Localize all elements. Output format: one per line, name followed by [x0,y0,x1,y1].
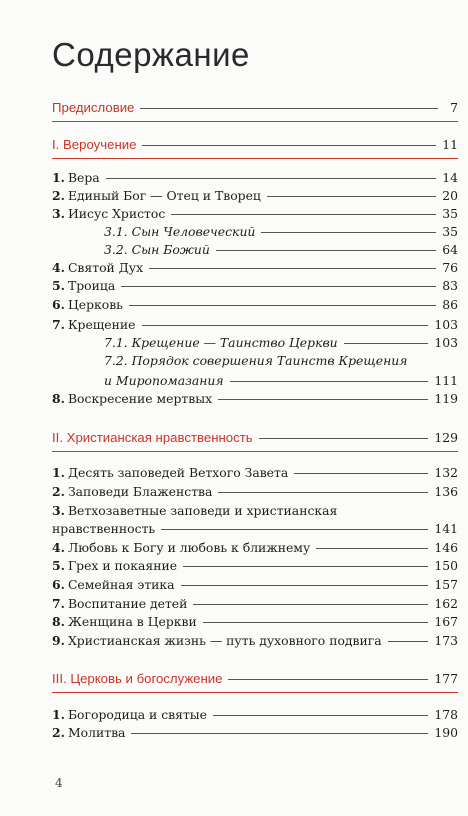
entry-title: Грех и покаяние [67,558,178,573]
page-number: 35 [442,224,458,239]
toc-entry[interactable] [52,169,458,187]
leader-line [218,399,428,400]
entry-title: Христианская жизнь — путь духовного подвига [67,633,382,648]
entry-number: 1. [52,465,65,480]
page-number: 167 [434,614,458,629]
page-number: 86 [442,297,458,312]
leader-line [183,566,428,567]
leader-line [106,178,437,179]
leader-line [261,232,436,233]
leader-line [218,492,428,493]
page-number: 103 [434,335,458,350]
toc-subentry[interactable] [104,334,458,352]
section-divider [52,692,458,693]
entry-title: Десять заповедей Ветхого Завета [67,465,289,480]
toc-subentry[interactable] [104,223,458,241]
page-number: 173 [434,633,458,648]
entry-title: Святой Дух [67,260,144,275]
toc-entry[interactable] [52,539,458,557]
section-label: Предисловие [52,100,135,115]
toc-entry[interactable] [52,316,458,334]
leader-line [228,679,428,680]
entry-title: Воспитание детей [67,596,188,611]
entry-title: Единый Бог — Отец и Творец [67,188,261,203]
page-number: 136 [434,484,458,499]
page-number: 162 [434,596,458,611]
entry-title: нравственность [52,521,156,536]
toc-section-1[interactable] [52,136,458,154]
entry-title: Заповеди Блаженства [67,484,213,499]
page-number: 7 [450,100,458,115]
leader-line [216,250,436,251]
leader-line [140,108,438,109]
toc-entry[interactable] [52,205,458,223]
entry-title: Любовь к Богу и любовь к ближнему [67,540,311,555]
entry-number: 2. [52,188,65,203]
toc-entry[interactable] [52,576,458,594]
entry-number: 2. [52,725,65,740]
entry-title: 3.2. Сын Божий [104,242,210,257]
leader-line [131,733,428,734]
entry-number: 2. [52,484,65,499]
leader-line [142,145,436,146]
page-number: 150 [434,558,458,573]
entry-number: 8. [52,614,65,629]
entry-title: Вера [67,170,100,185]
page-number: 11 [442,137,458,152]
entry-number: 5. [52,278,65,293]
page-number: 20 [442,188,458,203]
toc-entry[interactable] [52,557,458,575]
section-divider [52,121,458,122]
entry-title: Богородица и святые [67,707,208,722]
page-number: 35 [442,206,458,221]
entry-title: Женщина в Церкви [67,614,197,629]
leader-line [142,325,429,326]
entry-title: 7.1. Крещение — Таинство Церкви [104,335,338,350]
section-divider [52,451,458,452]
toc-entry[interactable] [52,724,458,742]
entry-title: Троица [67,278,116,293]
entry-number: 6. [52,577,65,592]
leader-line [267,196,436,197]
toc-entry-preface[interactable] [52,99,458,117]
section-label: II. Христианская нравственность [52,430,253,445]
toc-section-3[interactable] [52,670,458,688]
toc-entry[interactable] [52,483,458,501]
leader-line [181,585,429,586]
leader-line [259,438,429,439]
toc-entry[interactable] [52,296,458,314]
page-number: 132 [434,465,458,480]
entry-number: 7. [52,596,65,611]
toc-section-2[interactable] [52,429,458,447]
toc-entry-line[interactable] [52,502,337,520]
entry-title: Церковь [67,297,123,312]
page-number: 129 [434,430,458,445]
toc-entry[interactable] [52,595,458,613]
leader-line [213,715,428,716]
toc-subentry[interactable] [104,372,458,390]
leader-line [161,529,428,530]
entry-title: Молитва [67,725,126,740]
entry-number: 3. [52,206,65,221]
leader-line [129,305,436,306]
entry-number: 7. [52,317,65,332]
leader-line [294,473,428,474]
toc-entry[interactable] [52,706,458,724]
section-label: I. Вероучение [52,137,137,152]
entry-title: Семейная этика [67,577,175,592]
leader-line [203,622,429,623]
page-number: 64 [442,242,458,257]
page-title: Содержание [52,36,250,73]
entry-number: 8. [52,391,65,406]
page-number: 141 [434,521,458,536]
page-number: 119 [434,391,458,406]
entry-title: 3.1. Сын Человеческий [104,224,256,239]
entry-number: 1. [52,707,65,722]
toc-entry[interactable] [52,187,458,205]
toc-entry[interactable] [52,390,458,408]
entry-number: 4. [52,260,65,275]
entry-number: 1. [52,170,65,185]
toc-subentry-line[interactable]: 7.2. Порядок совершения Таинств Крещения [104,353,408,368]
page-number: 103 [434,317,458,332]
page-number: 157 [434,577,458,592]
toc-entry[interactable] [52,632,458,650]
toc-entry[interactable] [52,613,458,631]
entry-number: 6. [52,297,65,312]
entry-number: 5. [52,558,65,573]
page-number: 76 [442,260,458,275]
entry-title: Иисус Христос [67,206,166,221]
leader-line [121,286,436,287]
page-number: 83 [442,278,458,293]
leader-line [171,214,436,215]
section-label: III. Церковь и богослужение [52,671,223,686]
page-number: 178 [434,707,458,722]
toc-entry[interactable] [52,520,458,538]
entry-title: и Миропомазания [104,373,224,388]
leader-line [344,343,429,344]
entry-title: Воскресение мертвых [67,391,213,406]
entry-number: 3. [52,503,65,518]
entry-number: 9. [52,633,65,648]
entry-number: 4. [52,540,65,555]
leader-line [316,548,428,549]
page-number: 177 [434,671,458,686]
leader-line [230,381,429,382]
entry-title: Крещение [67,317,136,332]
toc-entry[interactable] [52,277,458,295]
leader-line [149,268,436,269]
page-number: 111 [434,373,458,388]
folio-page-number: 4 [55,776,63,790]
page-number: 14 [442,170,458,185]
page-number: 146 [434,540,458,555]
page-number: 190 [434,725,458,740]
toc-entry[interactable] [52,464,458,482]
toc-entry[interactable] [52,259,458,277]
section-divider [52,158,458,159]
leader-line [193,604,428,605]
toc-subentry[interactable] [104,241,458,259]
entry-title: Ветхозаветные заповеди и христианская [67,503,338,518]
leader-line [388,641,429,642]
